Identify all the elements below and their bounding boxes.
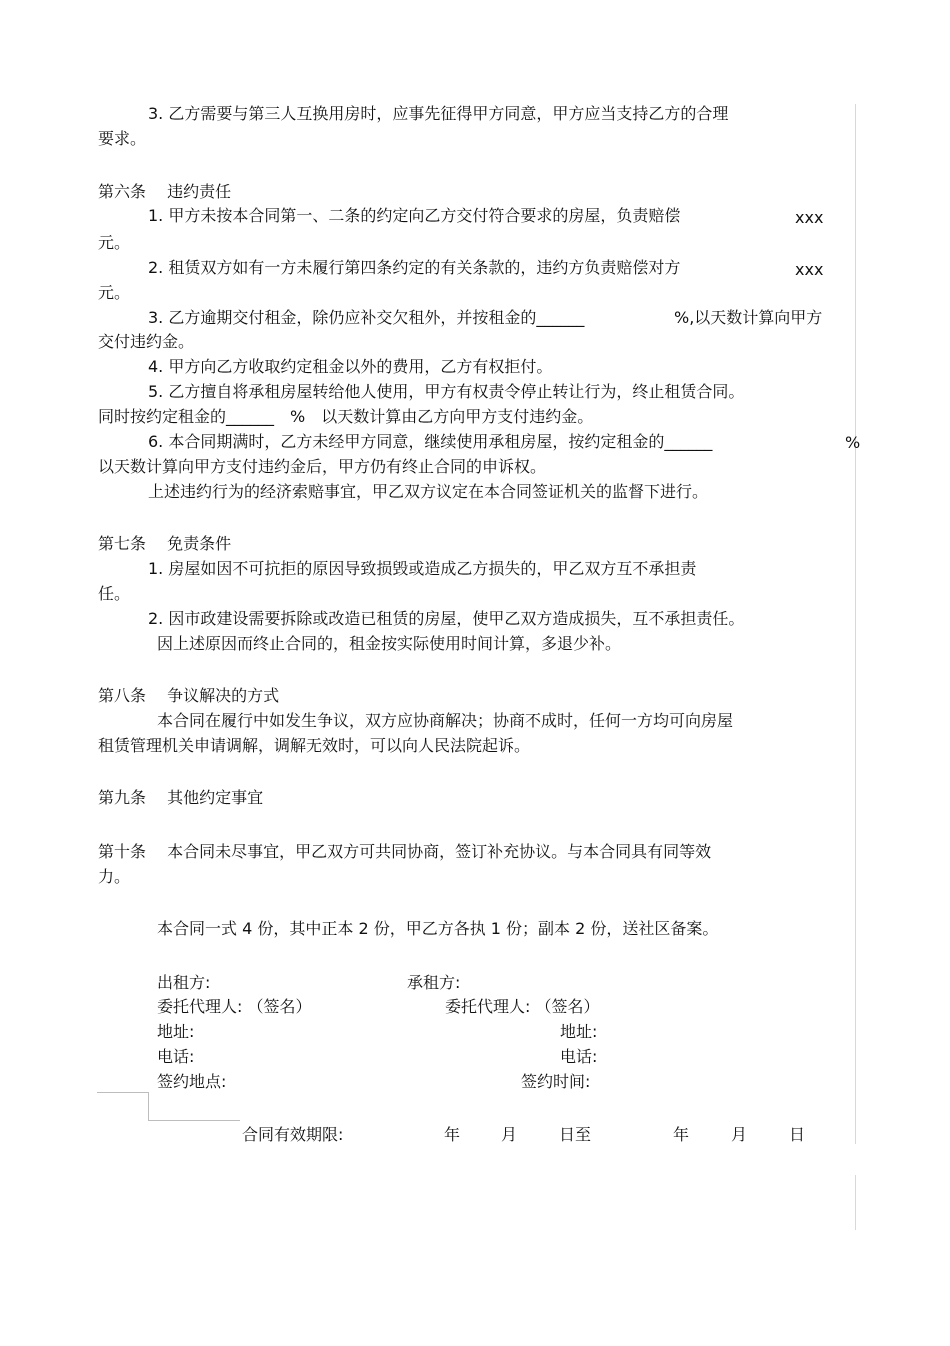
- article6-item2-line1: 2. 租赁双方如有一方未履行第四条约定的有关条款的，违约方负责赔偿对方: [148, 258, 681, 277]
- phone-left-label: 电话:: [157, 1047, 195, 1066]
- article6-item6-line1: 6. 本合同期满时，乙方未经甲方同意，继续使用承租房屋，按约定租金的______: [148, 432, 713, 451]
- article6-item5-line1: 5. 乙方擅自将承租房屋转给他人使用，甲方有权责令停止转让行为，终止租赁合同。: [148, 382, 745, 401]
- article10-line2: 力。: [98, 867, 131, 886]
- validity-year2: 年: [673, 1125, 690, 1144]
- address-right-label: 地址:: [560, 1022, 598, 1041]
- article9-heading: 第九条 其他约定事宜: [98, 788, 264, 807]
- article6-item3-line1b: %,以天数计算向甲方: [674, 308, 823, 327]
- clause5-item3-line2: 要求。: [98, 129, 147, 148]
- validity-label: 合同有效期限:: [242, 1125, 344, 1144]
- table-line-vertical: [148, 1092, 149, 1120]
- article6-item1-amount: xxx: [795, 208, 824, 227]
- agent-right-label: 委托代理人: （签名）: [445, 997, 600, 1016]
- validity-day1: 日至: [559, 1125, 592, 1144]
- validity-month2: 月: [731, 1125, 748, 1144]
- phone-right-label: 电话:: [560, 1047, 598, 1066]
- article6-item1-line2: 元。: [98, 233, 131, 252]
- page-right-border-top: [855, 104, 856, 1144]
- article8-line2: 租赁管理机关申请调解，调解无效时，可以向人民法院起诉。: [98, 736, 531, 755]
- article6-item6-pct: %: [845, 433, 861, 452]
- article6-item1-line1: 1. 甲方未按本合同第一、二条的约定向乙方交付符合要求的房屋，负责赔偿: [148, 206, 681, 225]
- lessor-label: 出租方:: [157, 973, 211, 992]
- article7-item1-line1: 1. 房屋如因不可抗拒的原因导致损毁或造成乙方损失的，甲乙双方互不承担责: [148, 559, 697, 578]
- sign-time-label: 签约时间:: [521, 1072, 591, 1091]
- article6-item3-line1: 3. 乙方逾期交付租金，除仍应补交欠租外，并按租金的______: [148, 308, 585, 327]
- lessee-label: 承租方:: [407, 973, 461, 992]
- article6-item6-line2: 以天数计算向甲方支付违约金后，甲方仍有终止合同的申诉权。: [98, 457, 547, 476]
- table-line-bottom: [148, 1120, 240, 1121]
- article8-heading: 第八条 争议解决的方式: [98, 686, 280, 705]
- article10-line1: 第十条 本合同未尽事宜，甲乙双方可共同协商，签订补充协议。与本合同具有同等效: [98, 842, 712, 861]
- validity-day2: 日: [789, 1125, 806, 1144]
- clause5-item3-line1: 3. 乙方需要与第三人互换用房时，应事先征得甲方同意，甲方应当支持乙方的合理: [148, 104, 729, 123]
- article7-item1-line2: 任。: [98, 584, 131, 603]
- agent-left-label: 委托代理人: （签名）: [157, 997, 312, 1016]
- article6-item3-line2: 交付违约金。: [98, 332, 195, 351]
- article7-closing: 因上述原因而终止合同的，租金按实际使用时间计算，多退少补。: [157, 634, 622, 653]
- article7-item2: 2. 因市政建设需要拆除或改造已租赁的房屋，使甲乙双方造成损失，互不承担责任。: [148, 609, 745, 628]
- article6-closing: 上述违约行为的经济索赔事宜，甲乙双方议定在本合同签证机关的监督下进行。: [148, 482, 709, 501]
- sign-place-label: 签约地点:: [157, 1072, 227, 1091]
- article6-item4: 4. 甲方向乙方收取约定租金以外的费用，乙方有权拒付。: [148, 357, 553, 376]
- article8-line1: 本合同在履行中如发生争议，双方应协商解决；协商不成时，任何一方均可向房屋: [157, 711, 734, 730]
- article6-item2-amount: xxx: [795, 260, 824, 279]
- table-line-top: [97, 1092, 148, 1093]
- article7-heading: 第七条 免责条件: [98, 534, 232, 553]
- page-right-border-bottom: [855, 1175, 856, 1230]
- article6-item5-line2: 同时按约定租金的______ % 以天数计算由乙方向甲方支付违约金。: [98, 407, 594, 426]
- article6-item2-line2: 元。: [98, 283, 131, 302]
- address-left-label: 地址:: [157, 1022, 195, 1041]
- validity-year1: 年: [444, 1125, 461, 1144]
- article6-heading: 第六条 违约责任: [98, 182, 232, 201]
- copies-statement: 本合同一式 4 份，其中正本 2 份，甲乙方各执 1 份；副本 2 份，送社区备案。: [157, 919, 719, 938]
- validity-month1: 月: [501, 1125, 518, 1144]
